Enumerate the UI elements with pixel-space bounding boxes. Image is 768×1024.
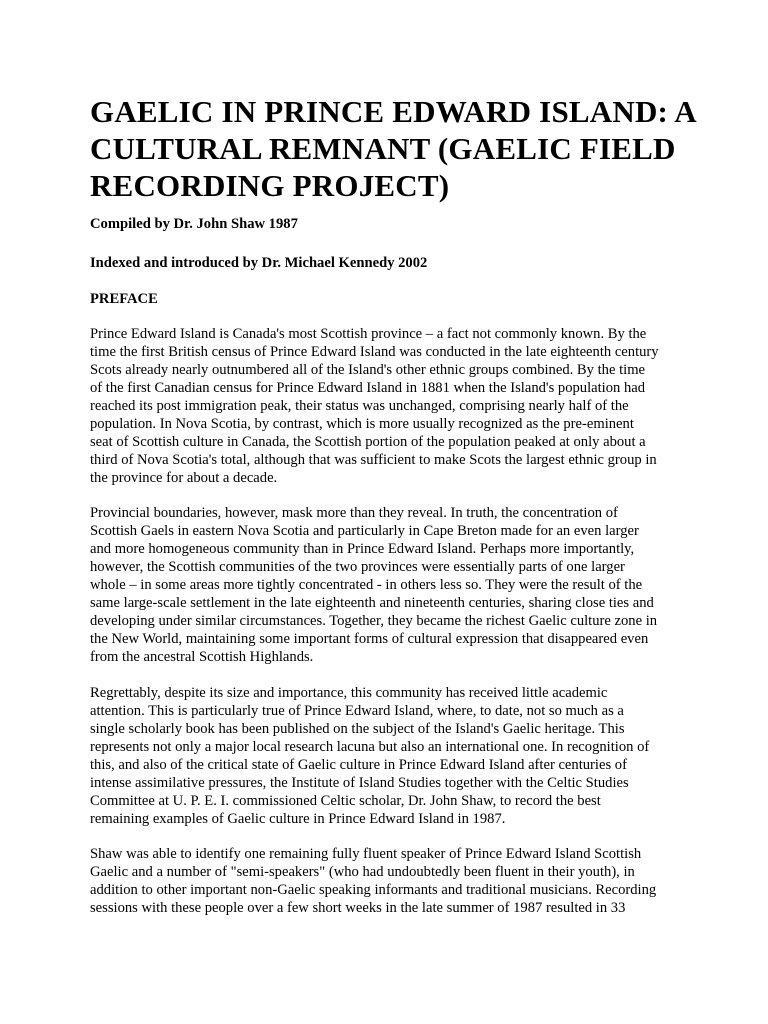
paragraph-line: Scottish Gaels in eastern Nova Scotia and particularly in Cape Breton made for an even larger [90,523,639,539]
paragraph-line: Regrettably, despite its size and importance, this community has received little academic [90,685,608,701]
paragraph-line: addition to other important non-Gaelic speaking informants and traditional musicians. Recording [90,882,657,898]
paragraph-line: time the first British census of Prince Edward Island was conducted in the late eighteenth century [90,344,659,360]
paragraph-line: population. In Nova Scotia, by contrast, which is more usually recognized as the pre-eminent [90,416,634,432]
paragraph-4 [90,845,680,917]
indexed-by-line: Indexed and introduced by Dr. Michael Kennedy 2002 [90,255,428,271]
paragraph-line: the New World, maintaining some important forms of cultural expression that disappeared even [90,631,649,647]
paragraph-line: sessions with these people over a few short weeks in the late summer of 1987 resulted in 33 [90,900,626,916]
paragraph-3 [90,684,680,828]
paragraph-line: of the first Canadian census for Prince Edward Island in 1881 when the Island's population had [90,380,646,396]
paragraph-line: represents not only a major local research lacuna but also an international one. In recognition of [90,739,650,755]
paragraph-line: remaining examples of Gaelic culture in Prince Edward Island in 1987. [90,811,506,827]
paragraph-line: the province for about a decade. [90,470,278,486]
paragraph-line: single scholarly book has been published on the subject of the Island's Gaelic heritage. This [90,721,625,737]
paragraph-line: intense assimilative pressures, the Institute of Island Studies together with the Celtic Studies [90,775,629,791]
paragraph-line: Shaw was able to identify one remaining fully fluent speaker of Prince Edward Island Scottish [90,846,642,862]
paragraph-line: same large-scale settlement in the late eighteenth and nineteenth centuries, sharing close ties and [90,595,654,611]
paragraph-line: attention. This is particularly true of Prince Edward Island, where, to date, not so much as a [90,703,624,719]
paragraph-line: Provincial boundaries, however, mask more than they reveal. In truth, the concentration of [90,505,618,521]
paragraph-line: developing under similar circumstances. Together, they became the richest Gaelic culture zone in [90,613,658,629]
paragraph-line: Committee at U. P. E. I. commissioned Celtic scholar, Dr. John Shaw, to record the best [90,793,601,809]
paragraph-line: and more homogeneous community than in Prince Edward Island. Perhaps more importantly, [90,541,635,557]
document-title [90,93,697,204]
section-heading-preface: PREFACE [90,291,158,307]
paragraph-line: however, the Scottish communities of the two provinces were essentially parts of one larger [90,559,625,575]
paragraph-line: this, and also of the critical state of Gaelic culture in Prince Edward Island after centuries of [90,757,627,773]
paragraph-line: third of Nova Scotia's total, although that was sufficient to make Scots the largest ethnic group in [90,452,657,468]
paragraph-line: Scots already nearly outnumbered all of the Island's other ethnic groups combined. By the time [90,362,646,378]
paragraph-1 [90,325,680,487]
paragraph-line: reached its post immigration peak, their status was unchanged, comprising nearly half of the [90,398,629,414]
title-line: GAELIC IN PRINCE EDWARD ISLAND: A [90,94,697,129]
title-line: RECORDING PROJECT) [90,168,450,203]
paragraph-line: Gaelic and a number of "semi-speakers" (who had undoubtedly been fluent in their youth), in [90,864,635,880]
paragraph-2 [90,504,680,666]
paragraph-line: whole – in some areas more tightly concentrated - in others less so. They were the result of the [90,577,643,593]
compiled-by-line: Compiled by Dr. John Shaw 1987 [90,216,298,232]
paragraph-line: from the ancestral Scottish Highlands. [90,649,314,665]
title-line: CULTURAL REMNANT (GAELIC FIELD [90,131,676,166]
paragraph-line: seat of Scottish culture in Canada, the Scottish portion of the population peaked at only about a [90,434,646,450]
paragraph-line: Prince Edward Island is Canada's most Scottish province – a fact not commonly known. By the [90,326,647,342]
